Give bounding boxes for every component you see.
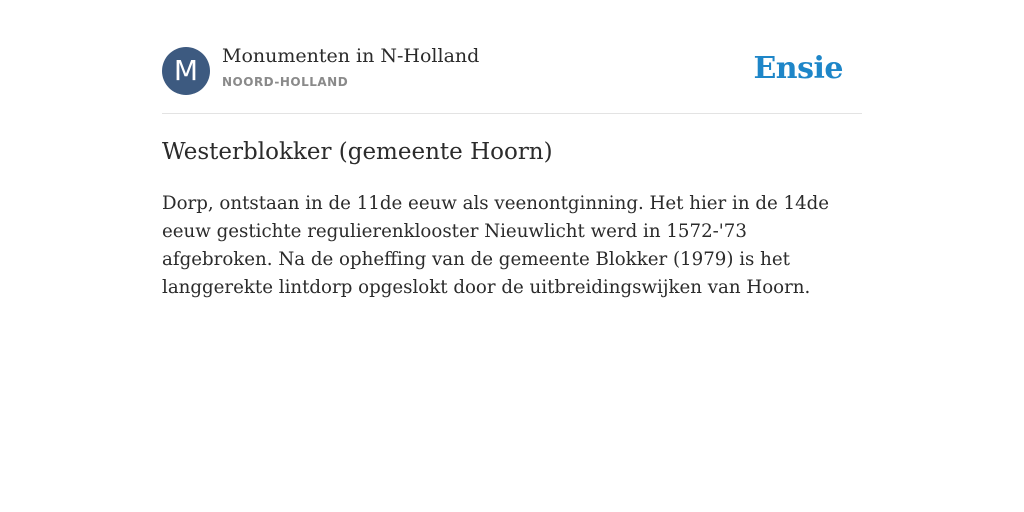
entry-header	[162, 0, 862, 114]
entry-card	[162, 0, 862, 298]
source-region-label: NOORD-HOLLAND	[222, 75, 349, 89]
source-title-link[interactable]: Monumenten in N-Holland	[222, 45, 480, 67]
source-avatar[interactable]: M	[162, 47, 210, 95]
article-body: Dorp, ontstaan in de 11de eeuw als veenontginning. Het hier in de 14de eeuw gestichte regulierenklooster Nieuwlicht werd in 1572-'73 afgebroken. Na de opheffing van de gemeente Blokker (1979) is het langgerekte lintdorp opgeslokt door de uitbreidingswijken van Hoorn.	[162, 193, 830, 298]
ensie-logo-link[interactable]: Ensie	[753, 51, 843, 86]
article-title: Westerblokker (gemeente Hoorn)	[162, 139, 553, 165]
